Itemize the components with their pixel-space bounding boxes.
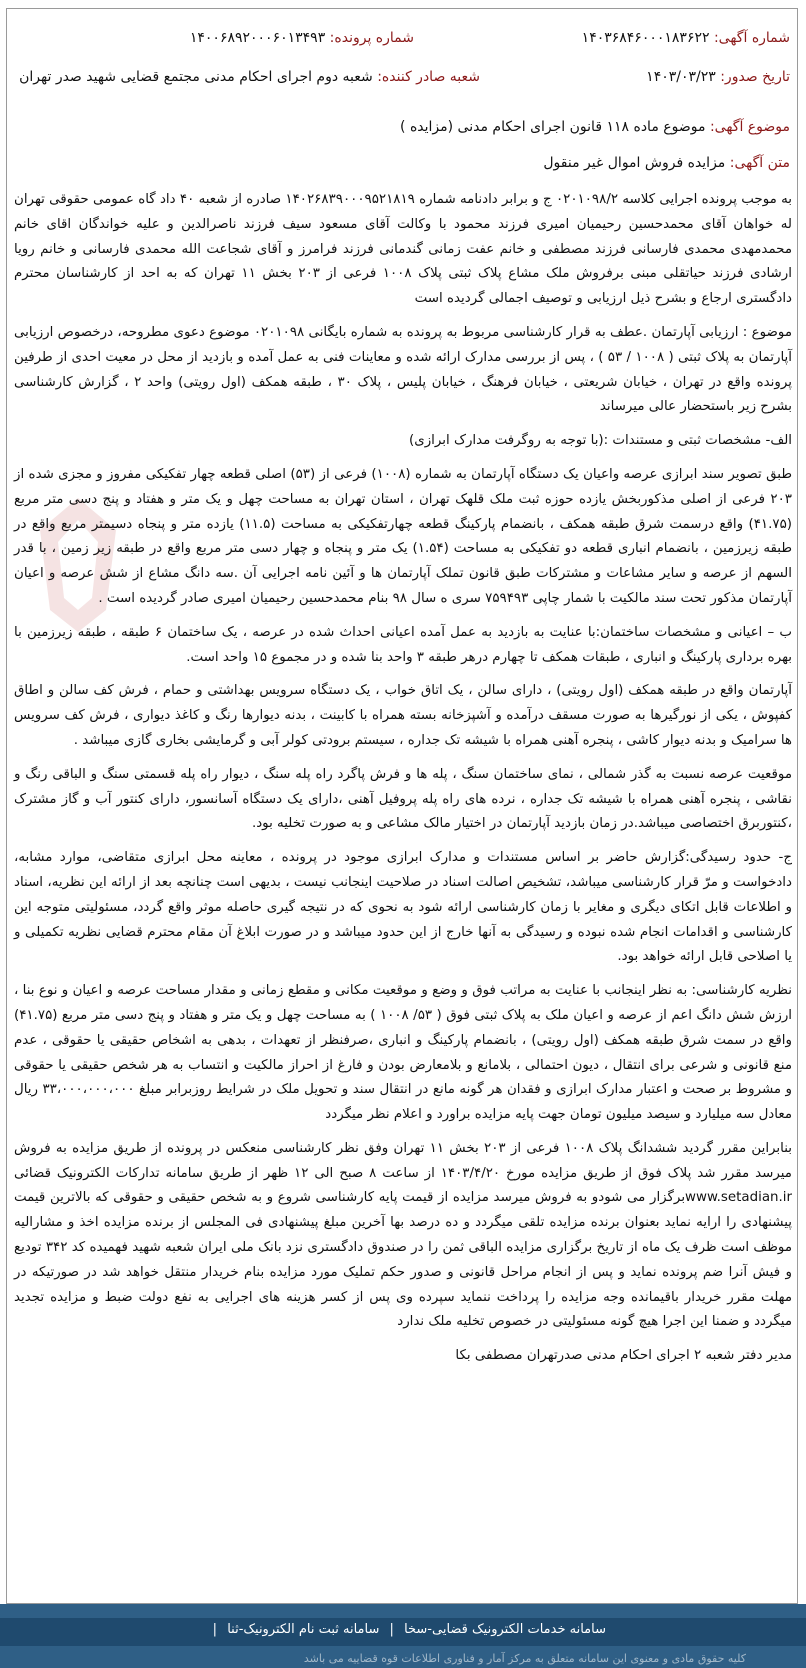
notice-subject-label: موضوع آگهی: xyxy=(709,119,790,135)
paragraph-auction-terms: بنابراین مقرر گردید ششدانگ پلاک ۱۰۰۸ فرعی از ۲۰۳ بخش ۱۱ تهران وفق نظر کارشناسی منعکس در پرونده از طریق مزایده به فروش میرسد مقرر شد پلاک فوق از طریق مزایده مورخ ۱۴۰۳/۴/۲۰ از ساعت ۸ صبح الی ۱۲ ظهر از طریق سامانه تدارکات الکترونیک قضائی www.setadian.irبرگزار می شودو به فروش میرسد مزایده از قیمت پایه کارشناسی شروع و به شخص حقیقی و حقوقی که بالاترین قیمت پیشنهادی را ارایه نماید بعنوان برنده مزایده تلقی میگردد و ده درصد بها آخرین مبلغ پیشنهادی فی المجلس از برنده مزایده اخذ و مشارالیه موظف است ظرف یک ماه از تاریخ برگزاری مزایده الباقی ثمن را در صندوق دادگستری نزد بانک ملی ایران شعبه شهید فهمیده کد ۳۴۲ تودیع و فیش آنرا ضم پرونده نماید و پس از انجام مراحل قانونی و صدور حکم تملیک مورد مزایده بنام خریدار منتقل خواهد شد در صورتیکه در مهلت مقرر خریدار باقیمانده وجه مزایده را پرداخت ننماید سپرده وی پس از کسر هزینه های اجرایی به نفع دولت ضبط و مزایده تجدید میگردد و ضمنا این اجرا هیچ گونه مسئولیتی در خصوص تخلیه ملک ندارد xyxy=(14,1140,793,1330)
footer-links xyxy=(207,1622,606,1637)
case-number-label: شماره پرونده: xyxy=(329,30,414,46)
issue-date-value: ۱۴۰۳/۰۳/۲۳ xyxy=(646,69,716,85)
paragraph-registration-details: طبق تصویر سند ابرازی عرصه واعیان یک دستگاه آپارتمان به شماره (۱۰۰۸) فرعی از (۵۳) اصلی قطعه چهار تفکیکی مفروز و مجزی شده از ۲۰۳ فرعی از اصلی مذکوربخش یازده حوزه ثبت ملک قلهک تهران ، استان تهران به مساحت چهل و یک متر و هفتاد و پنج دسی متر مربع (۴۱.۷۵) واقع درسمت شرق طبقه همکف ، بانضمام پارکینگ قطعه چهارتفکیکی به مساحت (۱۱.۵) یازده متر و پنجاه دسیمتر مربع واقع در طبقه زیرزمین ، بانضمام انباری قطعه دو تفکیکی به مساحت (۱.۵۴) یک متر و پنجاه و چهار دسی متر مربع واقع در طبقه زیر زمین ، با قدر السهم از عرصه و سایر مشاعات و مشترکات طبق قانون تملک آپارتمان ها و آئین نامه اجرایی آن .سه دانگ مشاع از شش عرصه و اعیان آپارتمان مذکور تحت سند مالکیت با شمار چاپی ۷۵۹۴۹۳ سری ه سال ۹۸ بنام محمدحسین رحیمیان امیری صادر گردیده است . xyxy=(14,466,792,606)
site-footer xyxy=(0,1604,806,1668)
case-number-value: ۱۴۰۰۶۸۹۲۰۰۰۶۰۱۳۴۹۳ xyxy=(189,30,326,46)
issuer-field xyxy=(19,69,480,85)
notice-body-title xyxy=(543,155,790,171)
notice-body-title-label: متن آگهی: xyxy=(729,155,790,171)
issue-date-field xyxy=(646,69,790,85)
notice-subject xyxy=(400,119,790,135)
notice-subject-value: موضوع ماده ۱۱۸ قانون اجرای احکام مدنی (مزایده ) xyxy=(400,119,706,135)
footer-link-sana[interactable]: سامانه ثبت نام الکترونیک-ثنا xyxy=(227,1622,380,1637)
notice-number-value: ۱۴۰۳۶۸۴۶۰۰۰۱۸۳۶۲۲ xyxy=(581,30,710,46)
footer-link-sakha[interactable]: سامانه خدمات الکترونیک قضایی-سخا xyxy=(404,1622,606,1637)
paragraph-scope: ج- حدود رسیدگی:گزارش حاضر بر اساس مستندات و مدارک ابرازی موجود در پرونده ، معاینه محل ابرازی متقاضی، موارد مشابه، دادخواست و مرّ قرار کارشناسی میباشد، تشخیص اصالت اسناد در صلاحیت اینجانب نیست ، بدیهی است چنانچه بعد از ارائه این نظریه، اسناد و اطلاعات قابل اتکای دیگری و مغایر با زمان کارشناسی ارائه شود به نحوی که در نتیجه گیری حاصله موثر واقع گردد، مسئولیتی متوجه این کارشناسی و اقدامات انجام شده نبوده و رسیدگی به آنها خارج از این حدود میباشد و در صورت ابلاغ آن مقام محترم قضایی نظریه تکمیلی و یا اصلاحی قابل ارائه خواهد بود. xyxy=(14,850,792,965)
paragraph-site-location: موقعیت عرصه نسبت به گذر شمالی ، نمای ساختمان سنگ ، پله ها و فرش پاگرد راه پله سنگ ، دیوار راه پله قسمتی سنگ و الباقی رنگ و نقاشی ، پنجره آهنی همراه با شیشه تک جداره ، نرده های راه پله پروفیل آهنی ،دارای یک دستگاه آسانسور، دارای کنتور آب و گاز مشترک ،کنتوربرق اختصاصی میباشد.در زمان بازدید آپارتمان در اختیار مالک مشاعی و به صورت تخلیه بود. xyxy=(14,766,792,832)
paragraph-intro: به موجب پرونده اجرایی کلاسه ۰۲۰۱۰۹۸/۲ ج و برابر دادنامه شماره ۱۴۰۲۶۸۳۹۰۰۰۹۵۲۱۸۱۹ صادره از شعبه ۴۰ داد گاه عمومی حقوقی تهران له خواهان آقای محمدحسین رحیمیان امیری فرزند محمود با وکالت آقای مسعود سیف فرزند ناصرالدین و علیه خواندگان اقای خانم محمدمهدی محمدی فارسانی فرزند مصطفی و خانم عفت زمانی گندمانی فرزند فرامرز و آقای شجاعت الله محمدی فارسانی و خانم رویا ارشادی فرزند حیاتقلی مبنی برفروش ملک مشاع پلاک ثبتی پلاک ۱۰۰۸ فرعی از ۲۰۳ بخش ۱۱ تهران که به احد از کارشناسان محترم دادگستری ارجاع و بشرح ذیل ارزیابی و توصیف اجمالی گردیده است xyxy=(14,192,792,307)
paragraph-apartment-description: آپارتمان واقع در طبقه همکف (اول رویتی) ، دارای سالن ، یک اتاق خواب ، یک دستگاه سرویس بهداشتی و حمام ، فرش کف سالن و اطاق کفپوش ، یکی از نورگیرها به صورت مسقف درآمده و آشپزخانه بسته همراه با کابینت ، بدنه دیوارها رنگ و کاغذ دیواری ، فرش کف سرویس ها سرامیک و بدنه دیوار کاشی ، پنجره آهنی همراه با شیشه تک جداره ، سیستم برودتی کولر آبی و گرمایشی بخاری گازی میباشد . xyxy=(14,683,792,748)
footer-copyright: کلیه حقوق مادی و معنوی این سامانه متعلق به مرکز آمار و فناوری اطلاعات قوه قضاییه می باشد xyxy=(303,1652,746,1665)
notice-number-label: شماره آگهی: xyxy=(713,30,790,46)
paragraph-signature: مدیر دفتر شعبه ۲ اجرای احکام مدنی صدرتهران مصطفی بکا xyxy=(455,1348,792,1364)
footer-separator: | xyxy=(389,1622,394,1637)
paragraph-subject: موضوع : ارزیابی آپارتمان .عطف به قرار کارشناسی مربوط به پرونده به شماره بایگانی ۰۲۰۱۰۹۸ موضوع دعوی مطروحه، درخصوص ارزیابی آپارتمان به پلاک ثبتی ( ۱۰۰۸ / ۵۳ ) ، پس از بررسی مدارک ارائه شده و معاینات فنی به عمل آمده و بازدید از محل در معیت احدی از طرفین پرونده واقع در تهران ، خیابان شریعتی ، خیابان فرهنگ ، خیابان پلیس ، پلاک ۳۰ ، طبقه همکف (اول رویتی) واحد ۲ ، گزارش کارشناسی بشرح زیر باستحضار عالی میرساند xyxy=(14,324,792,415)
paragraph-registration-heading: الف- مشخصات ثبتی و مستندات :(با توجه به روگرفت مدارک ابرازی) xyxy=(408,433,792,449)
notice-body-title-value: مزایده فروش اموال غیر منقول xyxy=(543,155,726,171)
footer-separator-end: | xyxy=(212,1622,218,1637)
paragraph-expert-opinion: نظریه کارشناسی: به نظر اینجانب با عنایت به مراتب فوق و وضع و موقعیت مکانی و مقطع زمانی و مقدار مساحت عرصه و اعیان و نوع بنا ، ارزش شش دانگ اعم از عرصه و اعیان ملک به پلاک ثبتی فوق ( ۵۳/ ۱۰۰۸ ) به مساحت چهل و یک متر و هفتاد و پنج دسی متر مربع (۴۱.۷۵) واقع در سمت شرق طبقه همکف (اول رویتی) ، بانضمام پارکینگ و انباری ،صرفنظر از تعهدات ، بدهی به اشخاص حقیقی یا حقوقی ، عدم منع قانونی و شرعی برای انتقال ، دیون احتمالی ، بلامانع و بلامعارض بودن و فارغ از احراز مالکیت و انتساب به هر شخص حقیقی یا حقوقی و مشروط بر صحت و اعتبار مدارک ابرازی و فقدان هر گونه مانع در انتقال سند و تحویل ملک در شرایط روزبرابر مبلغ ۳۳،۰۰۰،۰۰۰،۰۰۰ ریال معادل سه میلیارد و سیصد میلیون تومان جهت پایه مزایده براورد و اعلام نظر میگردد xyxy=(14,983,793,1123)
notice-body xyxy=(14,188,792,1582)
issuer-value: شعبه دوم اجرای احکام مدنی مجتمع قضایی شهید صدر تهران xyxy=(19,69,373,85)
notice-number-field xyxy=(582,30,790,46)
paragraph-building-specs: ب – اعیانی و مشخصات ساختمان:با عنایت به بازدید به عمل آمده اعیانی احداث شده در عرصه ، یک ساختمان ۶ طبقه ، طبقه زیرزمین با بهره برداری پارکینگ و انباری ، طبقات همکف تا چهارم درهر طبقه ۳ واحد بنا شده و در مجموع ۱۵ واحد است. xyxy=(14,624,792,665)
case-number-field xyxy=(190,30,414,46)
issuer-label: شعبه صادر کننده: xyxy=(377,69,480,85)
issue-date-label: تاریخ صدور: xyxy=(720,69,790,85)
